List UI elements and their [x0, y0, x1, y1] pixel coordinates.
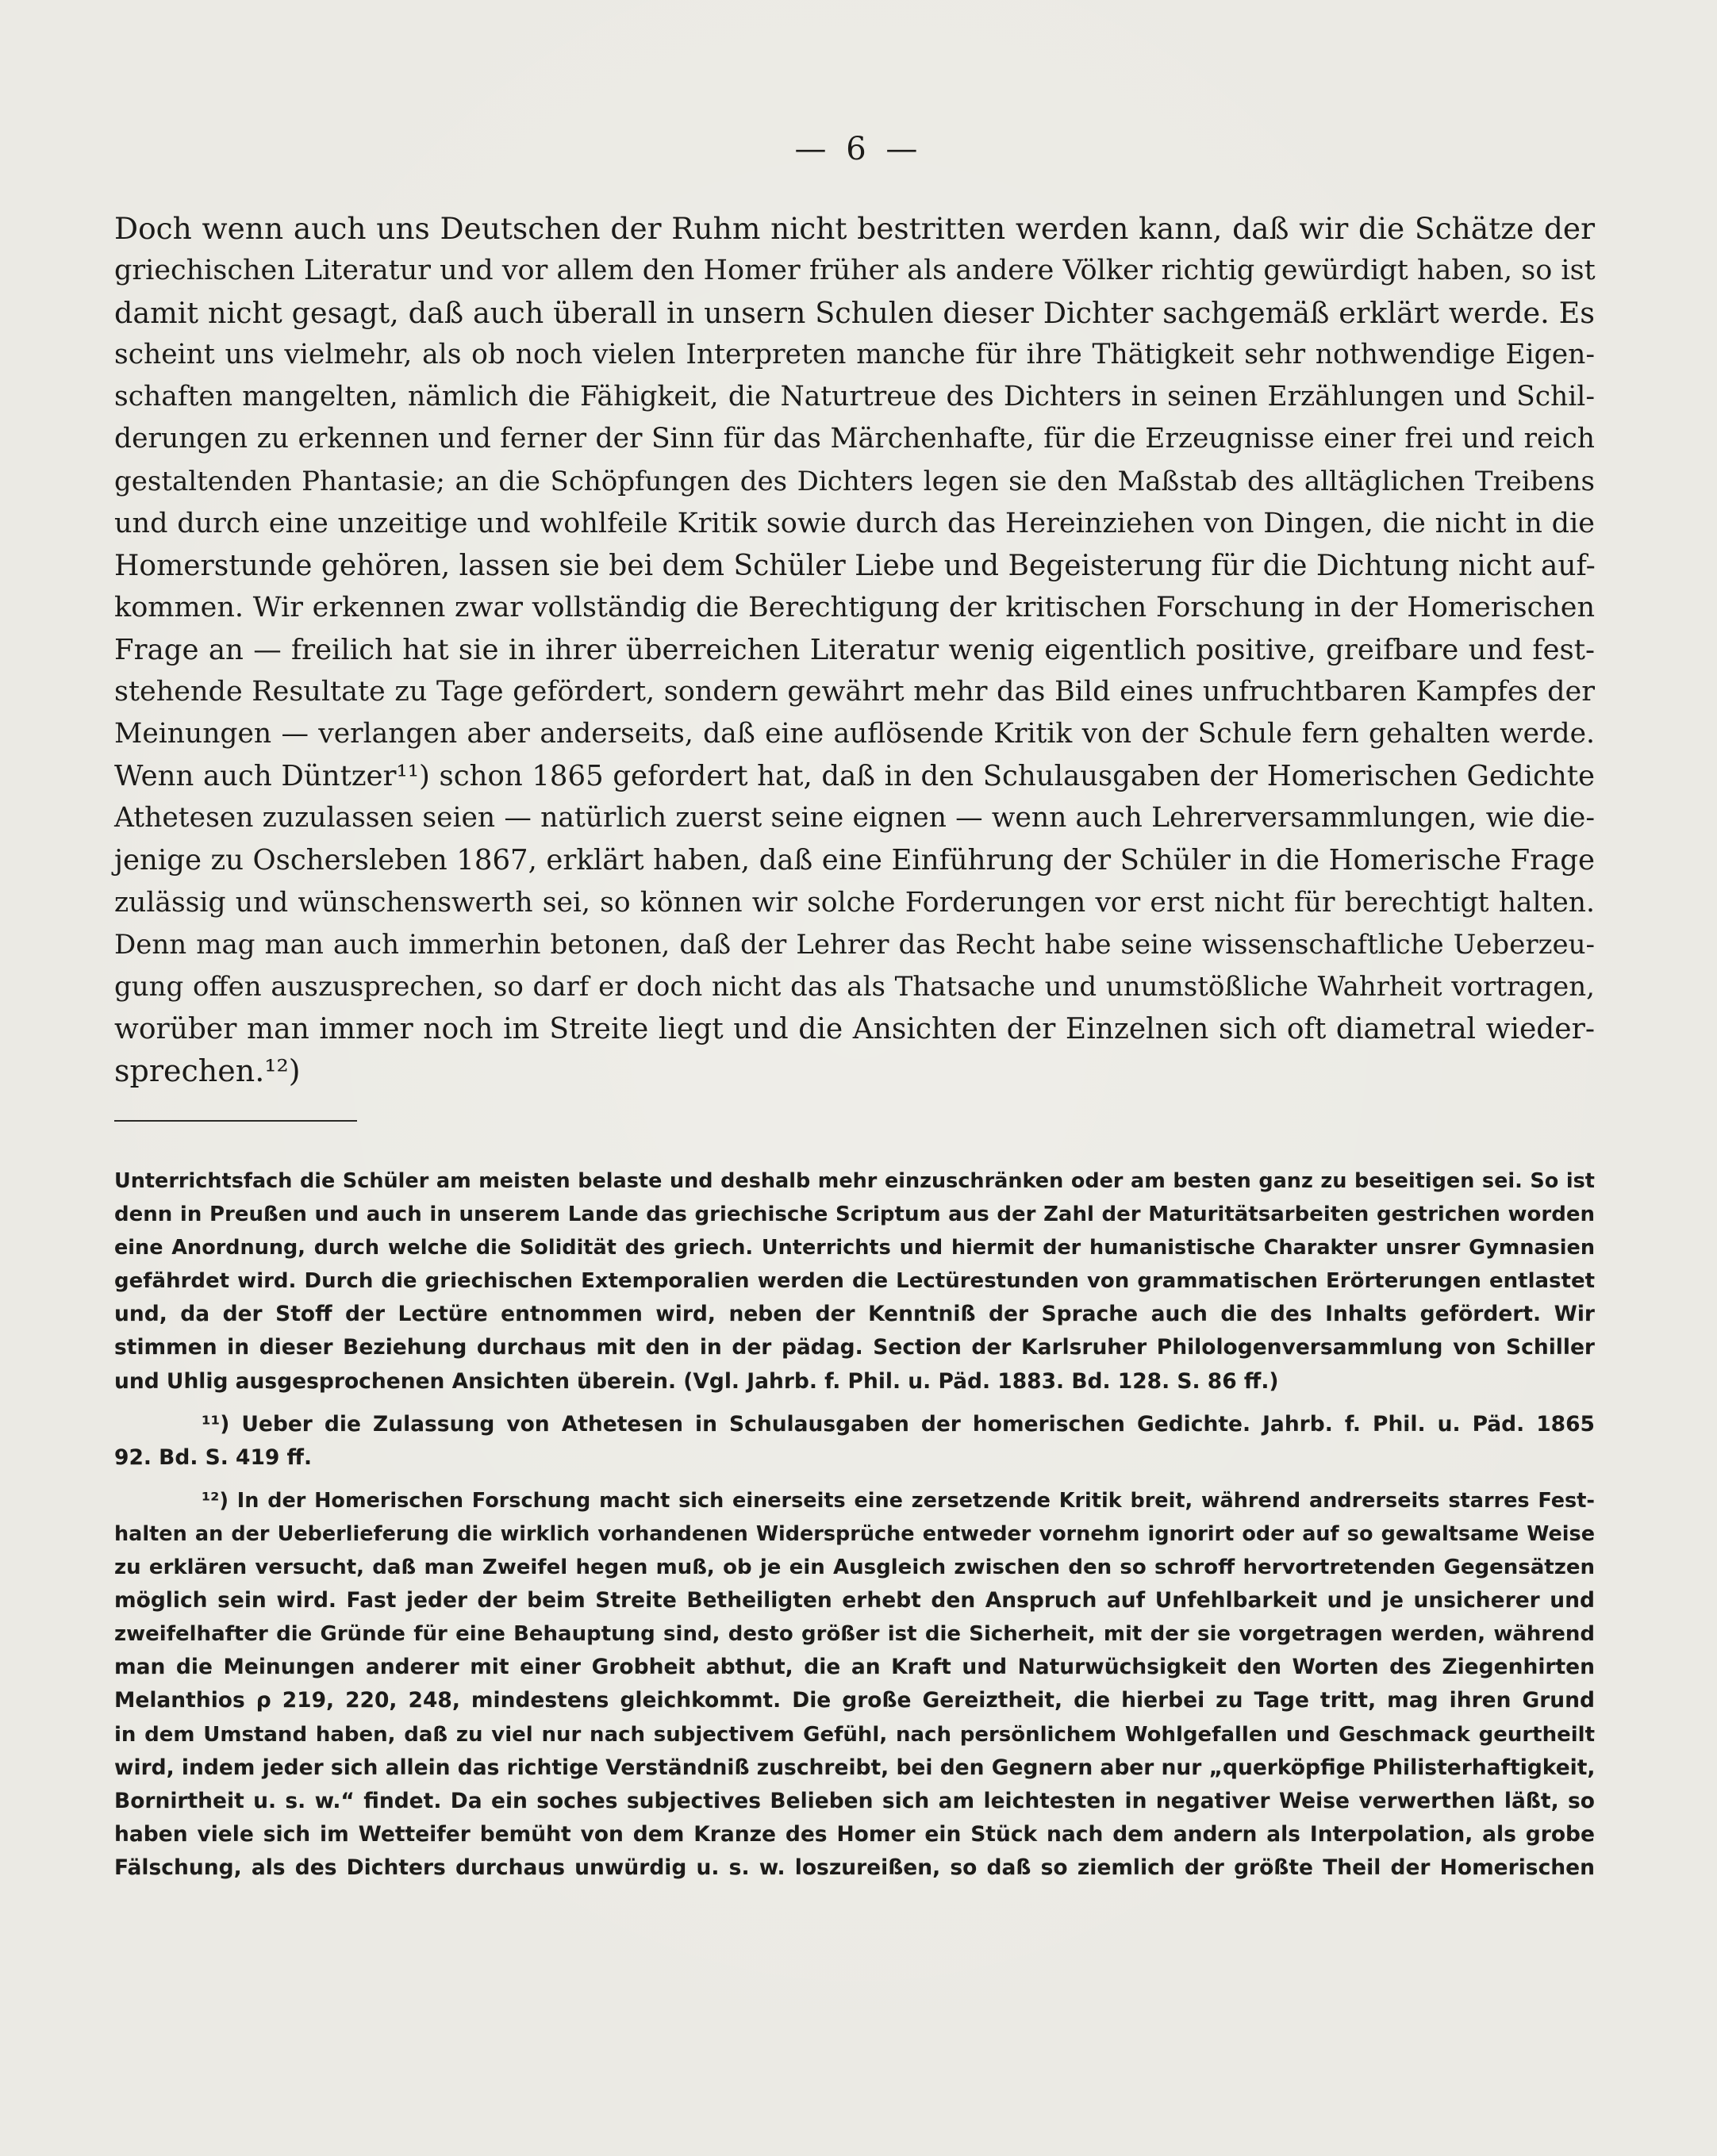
- main-text-block: [114, 208, 1595, 1092]
- footnote-12: [114, 1484, 1595, 1517]
- text-line: zulässig und wünschenswerth sei, so können wir solche Forderungen vor erst nicht für berechtigt halten.: [114, 886, 1595, 919]
- footnote-11: [114, 1408, 1595, 1441]
- footnote-line: Unterrichtsfach die Schüler am meisten belaste und deshalb mehr einzuschränken oder am besten ganz zu beseitigen sei. So ist: [114, 1169, 1595, 1193]
- footnote-12-cont: [114, 1517, 1595, 1885]
- footnote-line: und Uhlig ausgesprochenen Ansichten überein. (Vgl. Jahrb. f. Phil. u. Päd. 1883. Bd. 128. S. 86 ff.): [114, 1368, 1279, 1394]
- text-line: Doch wenn auch uns Deutschen der Ruhm nicht bestritten werden kann, daß wir die Schätze der: [114, 211, 1595, 246]
- footnote-line: zweifelhafter die Gründe für eine Behauptung sind, desto größer ist die Sicherheit, mit der sie vorgetragen werden, während: [114, 1622, 1595, 1647]
- footnote-11-cont: [114, 1441, 1595, 1475]
- footnote-line: haben viele sich im Wetteifer bemüht von dem Kranze des Homer ein Stück nach dem andern als Interpolation, als grobe: [114, 1821, 1595, 1847]
- footnote-line: 92. Bd. S. 419 ff.: [114, 1444, 313, 1470]
- text-line: gestaltenden Phantasie; an die Schöpfungen des Dichters legen sie den Maßstab des alltäglichen Treibens: [114, 465, 1595, 497]
- footnote-line: wird, indem jeder sich allein das richtige Verständniß zuschreibt, bei den Gegnern aber nur „querköpfige Philisterhaftigkeit,: [114, 1755, 1596, 1780]
- text-line: sprechen.¹²): [114, 1053, 301, 1088]
- text-line: Athetesen zuzulassen seien — natürlich zuerst seine eignen — wenn auch Lehrerversammlungen, wie die-: [114, 802, 1595, 834]
- text-line: Wenn auch Düntzer¹¹) schon 1865 gefordert hat, daß in den Schulausgaben der Homerischen Gedichte: [114, 760, 1595, 793]
- text-line: Homerstunde gehören, lassen sie bei dem Schüler Liebe und Begeisterung für die Dichtung nicht auf-: [114, 549, 1596, 582]
- footnote-line: stimmen in dieser Beziehung durchaus mit den in der pädag. Section der Karlsruher Philologenversammlung von Schiller: [114, 1335, 1595, 1360]
- text-line: Meinungen — verlangen aber anderseits, daß eine auflösende Kritik von der Schule fern gehalten werde.: [114, 718, 1595, 750]
- text-line: gung offen auszusprechen, so darf er doch nicht das als Thatsache und unumstößliche Wahrheit vortragen,: [114, 970, 1595, 1003]
- footnotes-block: [114, 1164, 1595, 1885]
- footnote-separator: [114, 1120, 357, 1122]
- text-line: griechischen Literatur und vor allem den Homer früher als andere Völker richtig gewürdigt haben, so ist: [114, 255, 1596, 287]
- footnote-gap: [114, 1475, 1595, 1484]
- text-line: stehende Resultate zu Tage gefördert, sondern gewährt mehr das Bild eines unfruchtbaren Kampfes der: [114, 676, 1595, 708]
- footnote-line: Fälschung, als des Dichters durchaus unwürdig u. s. w. loszureißen, so daß so ziemlich der größte Theil der Homerischen: [114, 1855, 1595, 1880]
- text-line: worüber man immer noch im Streite liegt und die Ansichten der Einzelnen sich oft diametral wieder-: [114, 1012, 1595, 1045]
- text-line: Frage an — freilich hat sie in ihrer überreichen Literatur wenig eigentlich positive, greifbare und fest-: [114, 633, 1595, 666]
- footnote-line: man die Meinungen anderer mit einer Grobheit abthut, die an Kraft und Naturwüchsigkeit den Worten des Ziegenhirten: [114, 1655, 1595, 1680]
- text-line: jenige zu Oschersleben 1867, erklärt haben, daß eine Einführung der Schüler in die Homerische Frage: [114, 844, 1595, 877]
- footnote-line: halten an der Ueberlieferung die wirklich vorhandenen Widersprüche entweder vornehm ignorirt oder auf so gewaltsame Weise: [114, 1521, 1595, 1546]
- text-line: schaften mangelten, nämlich die Fähigkeit, die Naturtreue des Dichters in seinen Erzählungen und Schil-: [114, 381, 1595, 413]
- footnote-gap: [114, 1398, 1595, 1408]
- footnote-line: ¹²) In der Homerischen Forschung macht sich einerseits eine zersetzende Kritik breit, während andrerseits starres Fest-: [202, 1488, 1595, 1513]
- footnote-line: Melanthios ρ 219, 220, 248, mindestens gleichkommt. Die große Gereiztheit, die hierbei zu Tage tritt, mag ihren Grund: [114, 1688, 1595, 1713]
- footnote-line: in dem Umstand haben, daß zu viel nur nach subjectivem Gefühl, nach persönlichem Wohlgefallen und Geschmack geurtheilt: [114, 1722, 1595, 1747]
- page-number: — 6 —: [794, 131, 923, 167]
- footnote-continued: [114, 1164, 1595, 1398]
- footnote-line: gefährdet wird. Durch die griechischen Extemporalien werden die Lectürestunden von grammatischen Erörterungen entlastet: [114, 1269, 1595, 1294]
- text-line: scheint uns vielmehr, als ob noch vielen Interpreten manche für ihre Thätigkeit sehr nothwendige Eigen-: [114, 339, 1595, 371]
- footnote-line: und, da der Stoff der Lectüre entnommen wird, neben der Kenntniß der Sprache auch die des Inhalts gefördert. Wir: [114, 1302, 1595, 1327]
- footnote-line: zu erklären versucht, daß man Zweifel hegen muß, ob je ein Ausgleich zwischen den so schroff hervortretenden Gegensätzen: [114, 1556, 1595, 1580]
- footnote-line: ¹¹) Ueber die Zulassung von Athetesen in Schulausgaben der homerischen Gedichte. Jahrb. f. Phil. u. Päd. 1865: [202, 1411, 1595, 1437]
- footnote-line: eine Anordnung, durch welche die Solidität des griech. Unterrichts und hiermit der humanistische Charakter unsrer Gymnasien: [114, 1236, 1595, 1260]
- text-line: derungen zu erkennen und ferner der Sinn für das Märchenhafte, für die Erzeugnisse einer frei und reich: [114, 423, 1595, 455]
- text-line: und durch eine unzeitige und wohlfeile Kritik sowie durch das Hereinziehen von Dingen, die nicht in die: [114, 507, 1595, 539]
- footnote-line: denn in Preußen und auch in unserem Lande das griechische Scriptum aus der Zahl der Maturitätsarbeiten gestrichen worden: [114, 1203, 1595, 1227]
- text-line: Denn mag man auch immerhin betonen, daß der Lehrer das Recht habe seine wissenschaftliche Ueberzeu-: [114, 928, 1595, 961]
- text-line: damit nicht gesagt, daß auch überall in unsern Schulen dieser Dichter sachgemäß erklärt werde. Es: [114, 296, 1595, 331]
- text-line: kommen. Wir erkennen zwar vollständig die Berechtigung der kritischen Forschung in der Homerischen: [114, 591, 1595, 623]
- footnote-line: möglich sein wird. Fast jeder der beim Streite Betheiligten erhebt den Anspruch auf Unfehlbarkeit und je unsicherer und: [114, 1588, 1595, 1613]
- footnote-line: Bornirtheit u. s. w.“ findet. Da ein soches subjectives Belieben sich am leichtesten in negativer Weise verwerthen läßt, so: [114, 1788, 1595, 1813]
